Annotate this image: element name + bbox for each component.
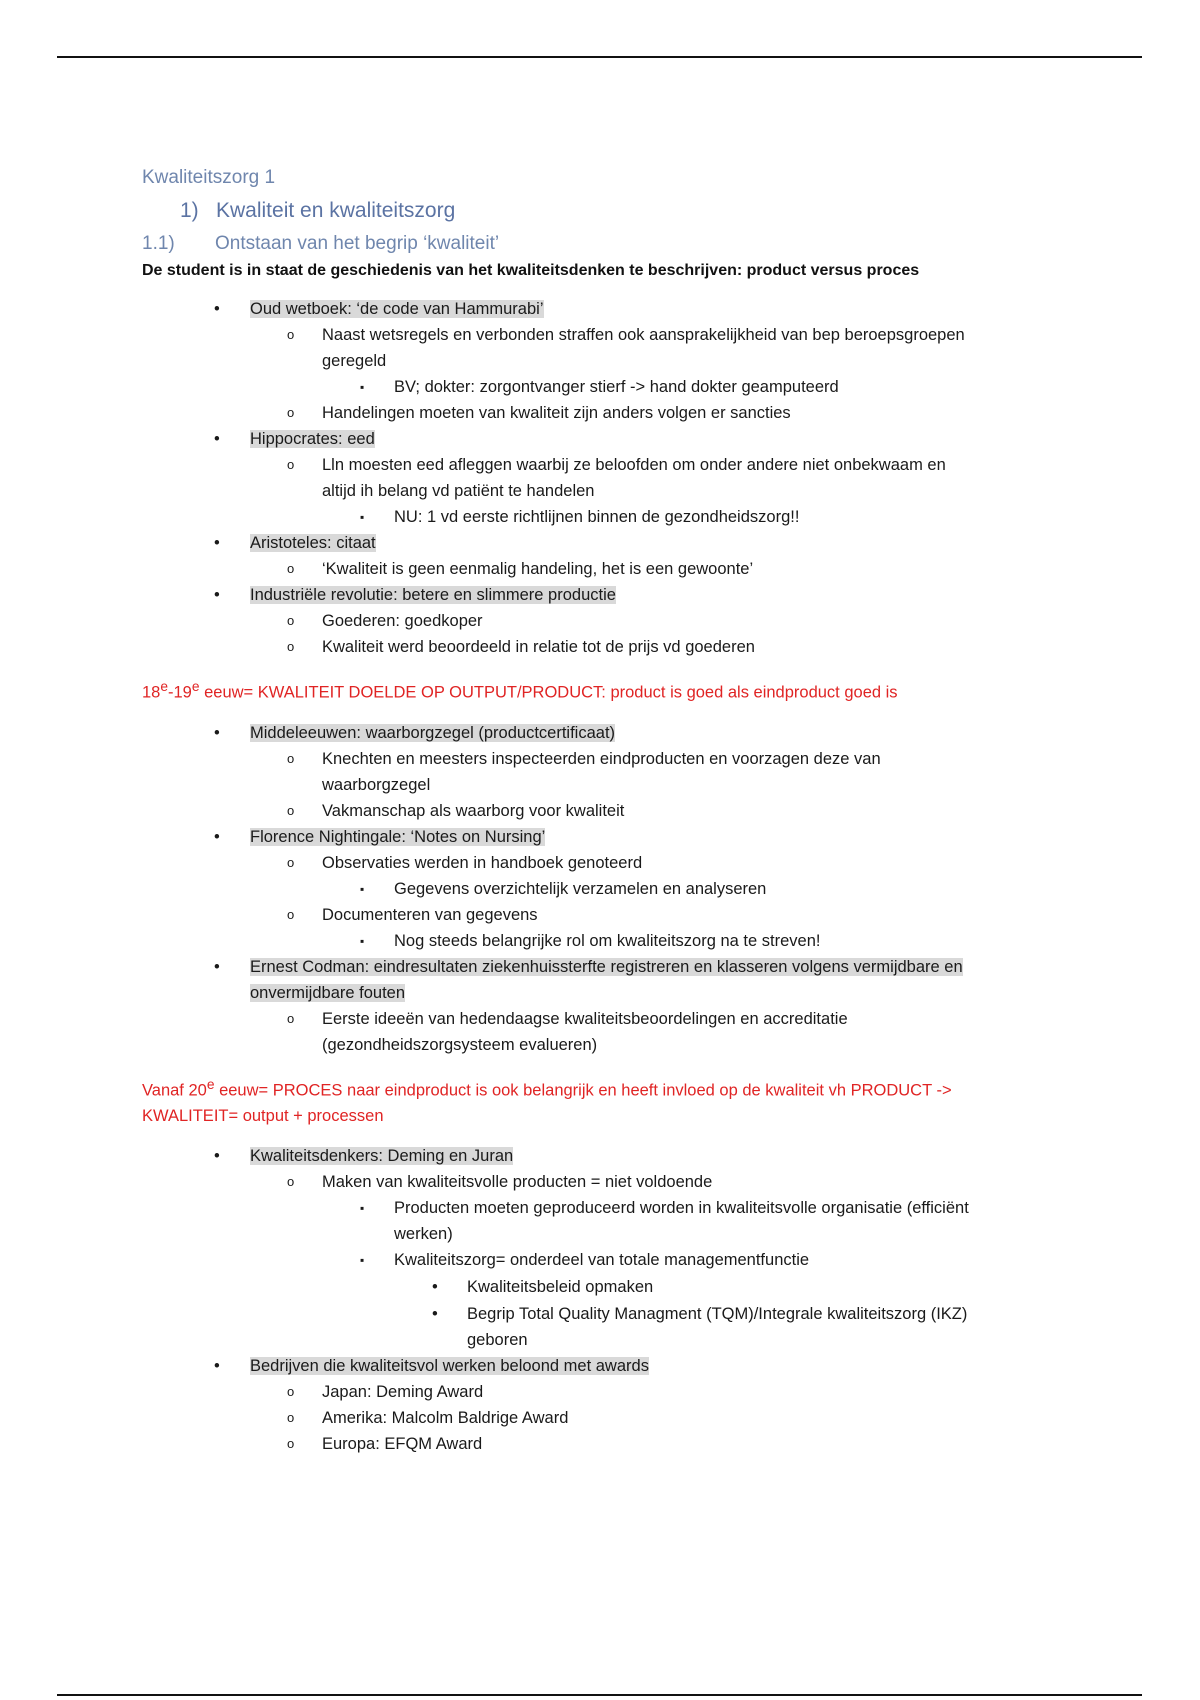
list-item: ▪ BV; dokter: zorgontvanger stierf -> hand dokter geamputeerd	[360, 378, 839, 396]
bullet-list-2	[142, 720, 1062, 1058]
list-item: ▪ Gegevens overzichtelijk verzamelen en analyseren	[360, 879, 767, 898]
list-item: o Handelingen moeten van kwaliteit zijn anders volgen er sancties	[287, 404, 791, 422]
list-item: • Aristoteles: citaat	[214, 534, 376, 552]
top-rule	[57, 56, 1142, 58]
list-item: o Vakmanschap als waarborg voor kwaliteit	[287, 801, 625, 820]
list-item: o Goederen: goedkoper	[287, 612, 483, 630]
heading-2	[142, 232, 1062, 256]
bullet-list-3	[142, 1143, 1062, 1457]
list-item: o Documenteren van gegevens	[287, 905, 538, 924]
list-item: • Begrip Total Quality Managment (TQM)/Integrale kwaliteitszorg (IKZ) geboren	[432, 1305, 968, 1349]
document-body	[142, 166, 1062, 1457]
list-item: o Kwaliteit werd beoordeeld in relatie tot de prijs vd goederen	[287, 638, 755, 656]
list-item: o Naast wetsregels en verbonden straffen ook aansprakelijkheid van bep beroepsgroepen geregeld	[287, 326, 965, 370]
list-item: o Amerika: Malcolm Baldrige Award	[287, 1409, 569, 1427]
list-item: o ‘Kwaliteit is geen eenmalig handeling, het is een gewoonte’	[287, 560, 754, 578]
list-item: • Kwaliteitsbeleid opmaken	[432, 1278, 654, 1296]
list-item: o Knechten en meesters inspecteerden eindproducten en voorzagen deze van waarborgzegel	[287, 749, 881, 794]
list-item: • Middeleeuwen: waarborgzegel (productcertificaat)	[214, 723, 616, 742]
red-note-18th-century: 18e-19e eeuw= KWALITEIT DOELDE OP OUTPUT/PRODUCT: product is goed als eindproduct goed is	[142, 679, 898, 702]
heading-2-number: 1.1)	[142, 233, 175, 254]
heading-1	[180, 198, 1062, 224]
list-item: • Florence Nightingale: ‘Notes on Nursing’	[214, 827, 546, 846]
list-item: o Japan: Deming Award	[287, 1383, 484, 1401]
list-item: ▪ Nog steeds belangrijke rol om kwaliteitszorg na te streven!	[360, 931, 821, 950]
list-item: o Observaties werden in handboek genoteerd	[287, 853, 643, 872]
heading-2-text: Ontstaan van het begrip ‘kwaliteit’	[215, 233, 500, 254]
list-item: ▪ Producten moeten geproduceerd worden in kwaliteitsvolle organisatie (efficiënt werken)	[360, 1199, 969, 1243]
heading-1-number: 1)	[180, 199, 199, 222]
list-item: o Eerste ideeën van hedendaagse kwaliteitsbeoordelingen en accreditatie (gezondheidszorgsysteem evalueren)	[287, 1009, 848, 1054]
red-note-20th-century: Vanaf 20e eeuw= PROCES naar eindproduct is ook belangrijk en heeft invloed op de kwaliteit vh PRODUCT -> KWALITEIT= output + processen	[142, 1076, 952, 1125]
bullet-list-1	[142, 296, 1062, 660]
list-item: • Industriële revolutie: betere en slimmere productie	[214, 586, 616, 604]
list-item: ▪ Kwaliteitszorg= onderdeel van totale managementfunctie	[360, 1251, 810, 1269]
list-item: • Hippocrates: eed	[214, 430, 375, 448]
list-item: • Bedrijven die kwaliteitsvol werken beloond met awards	[214, 1357, 649, 1375]
bottom-rule	[57, 1694, 1142, 1696]
list-item: o Europa: EFQM Award	[287, 1435, 483, 1453]
list-item: ▪ NU: 1 vd eerste richtlijnen binnen de gezondheidszorg!!	[360, 508, 800, 526]
learning-goal: De student is in staat de geschiedenis van het kwaliteitsdenken te beschrijven: product versus proces	[142, 262, 920, 279]
list-item: o Lln moesten eed afleggen waarbij ze beloofden om onder andere niet onbekwaam en altijd ih belang vd patiënt te handelen	[287, 456, 946, 500]
list-item: • Kwaliteitsdenkers: Deming en Juran	[214, 1147, 514, 1165]
list-item: o Maken van kwaliteitsvolle producten = niet voldoende	[287, 1173, 713, 1191]
list-item: • Oud wetboek: ‘de code van Hammurabi’	[214, 300, 544, 318]
document-title: Kwaliteitszorg 1	[142, 167, 276, 188]
heading-1-text: Kwaliteit en kwaliteitszorg	[216, 199, 456, 222]
list-item: • Ernest Codman: eindresultaten ziekenhuissterfte registreren en klasseren volgens vermijdbare en onvermijdbare fouten	[214, 957, 963, 1002]
